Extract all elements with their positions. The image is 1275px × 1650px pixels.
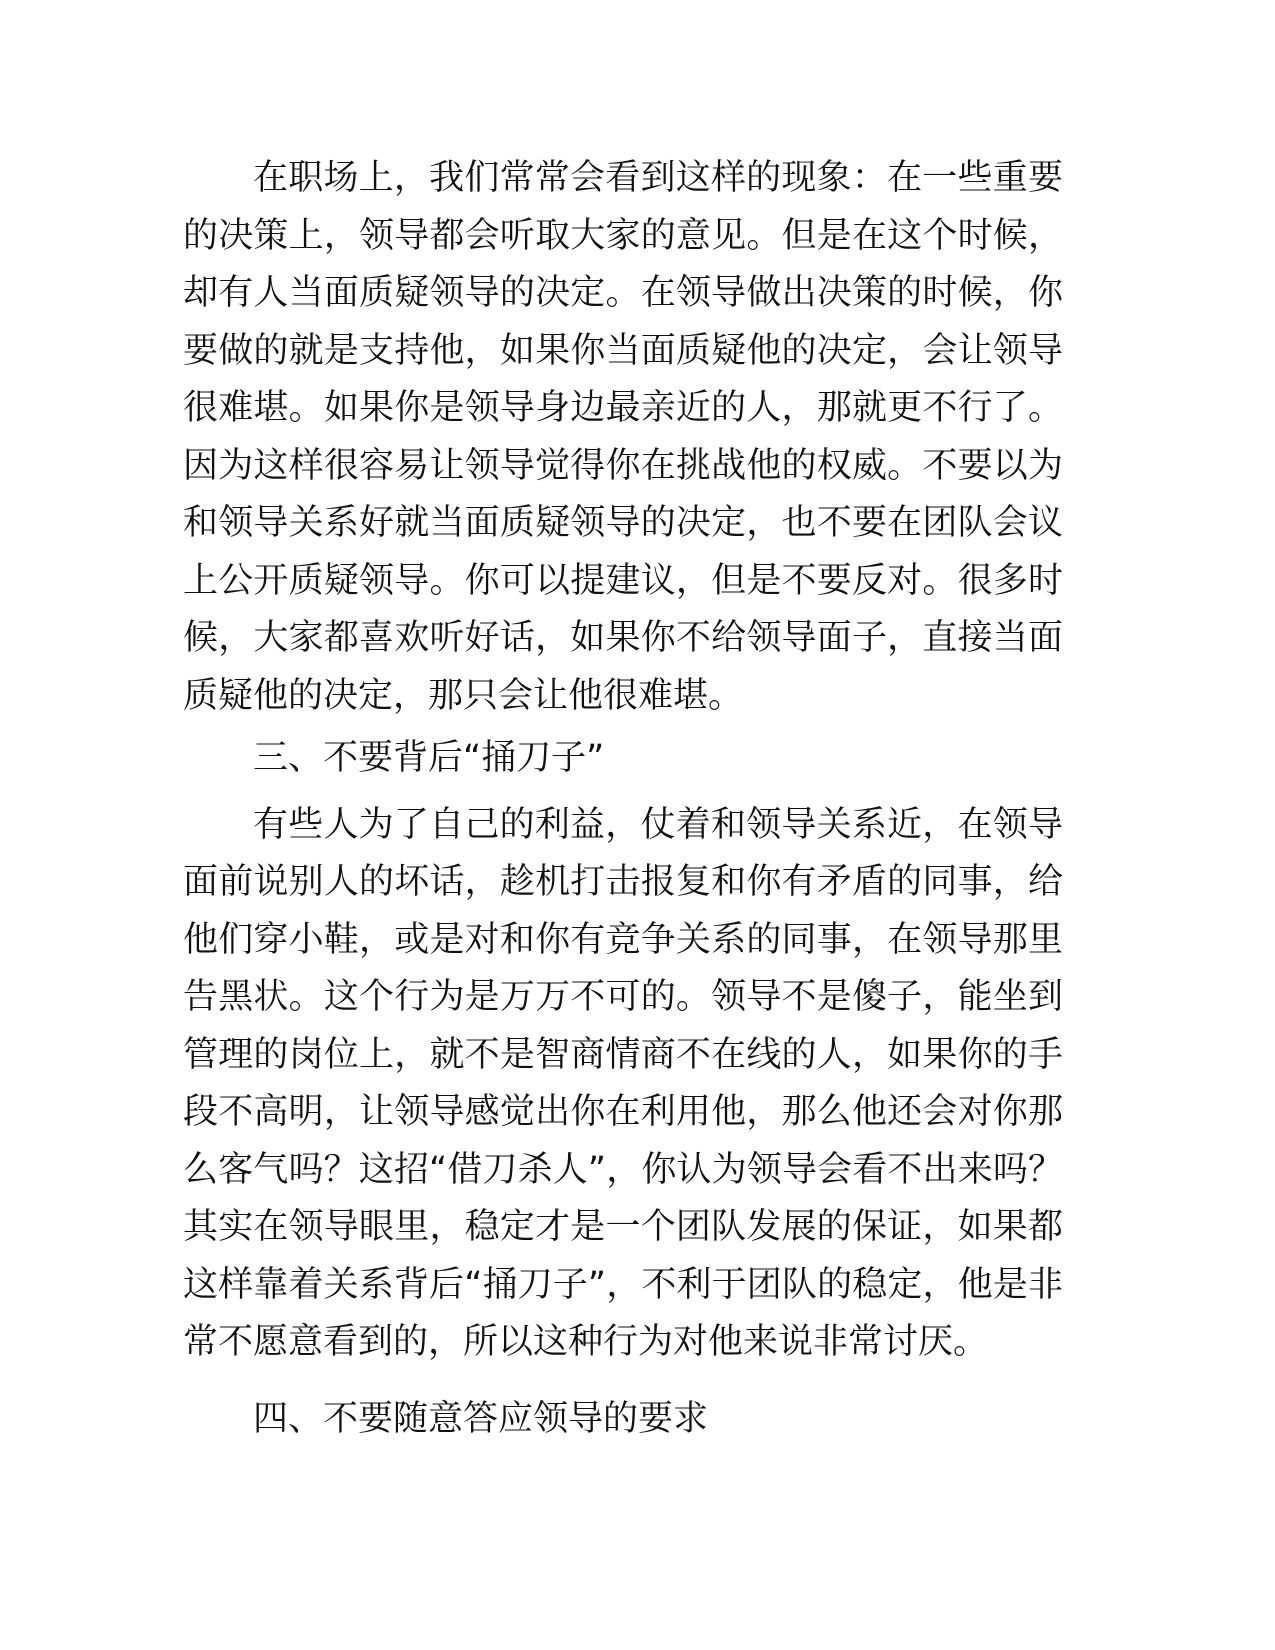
paragraph-backstabbing: 有些人为了自己的利益，仗着和领导关系近，在领导面前说别人的坏话，趁机打击报复和你有矛盾的同事，给他们穿小鞋，或是对和你有竞争关系的同事，在领导那里告黑状。这个行为是万万不可的。领导不是傻子，能坐到管理的岗位上，就不是智商情商不在线的人，如果你的手段不高明，让领导感觉出你在利用他，那么他还会对你那么客气吗？这招“借刀杀人”，你认为领导会看不出来吗？其实在领导眼里，稳定才是一个团队发展的保证，如果都这样靠着关系背后“捅刀子”，不利于团队的稳定，他是非常不愿意看到的，所以这种行为对他来说非常讨厌。 [183, 804, 1063, 1362]
document-body [183, 150, 1063, 1448]
paragraph-questioning-leader: 在职场上，我们常常会看到这样的现象：在一些重要的决策上，领导都会听取大家的意见。但是在这个时候，却有人当面质疑领导的决定。在领导做出决策的时候，你要做的就是支持他，如果你当面质疑他的决定，会让领导很难堪。如果你是领导身边最亲近的人，那就更不行了。因为这样很容易让领导觉得你在挑战他的权威。不要以为和领导关系好就当面质疑领导的决定，也不要在团队会议上公开质疑领导。你可以提建议，但是不要反对。很多时候，大家都喜欢听好话，如果你不给领导面子，直接当面质疑他的决定，那只会让他很难堪。 [183, 158, 1063, 716]
section-heading-4: 四、不要随意答应领导的要求 [253, 1398, 709, 1439]
section-heading-3: 三、不要背后“捅刀子” [253, 738, 605, 778]
